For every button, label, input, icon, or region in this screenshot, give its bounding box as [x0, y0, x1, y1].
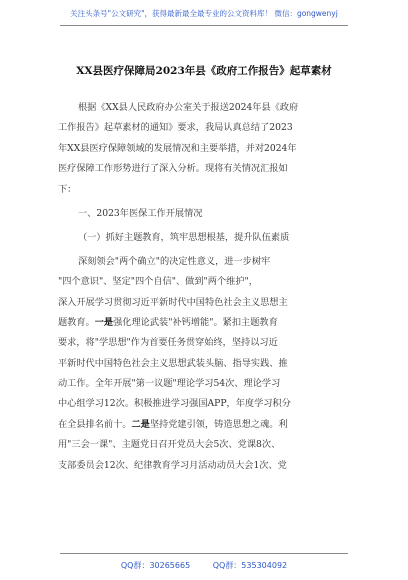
intro-line: 下： — [58, 183, 77, 195]
paragraph-line: 要求，将"学思想"作为首要任务贯穿始终，坚持以习近 — [58, 337, 278, 349]
document-title: XX县医疗保障局2023年县《政府工作报告》起草素材 — [76, 65, 332, 77]
paragraph-line: 深刻领会"两个确立"的决定性意义，进一步树牢 — [78, 255, 271, 267]
paragraph-line: "四个意识"、坚定"四个自信"、做到"两个维护"， — [58, 276, 258, 288]
paragraph-text: 在全县排名前十。 — [58, 418, 132, 430]
paragraph-line: 动工作。全年开展"第一议题"理论学习54次、理论学习 — [58, 378, 281, 390]
bold-marker-second: 二是 — [131, 418, 150, 430]
paragraph-line: 深入开展学习贯彻习近平新时代中国特色社会主义思想主 — [58, 296, 288, 308]
footer-qq-group-1: QQ群：30265665 — [120, 561, 191, 570]
paragraph-line: 平新时代中国特色社会主义思想武装头脑、指导实践、推 — [58, 357, 288, 369]
paragraph-line: 用"三会一课"、主题党日召开党员大会5次、党课8次、 — [58, 439, 281, 451]
footer-divider — [60, 553, 348, 554]
paragraph-line: 支部委员会12次、纪律教育学习月活动动员大会1次、党 — [58, 459, 287, 471]
header-divider — [60, 25, 348, 26]
subsection-heading: （一）抓好主题教育，筑牢思想根基，提升队伍素质 — [78, 232, 290, 244]
paragraph-text: 题教育。 — [58, 316, 95, 328]
footer — [0, 560, 408, 571]
section-heading: 一、2023年医保工作开展情况 — [78, 207, 203, 219]
paragraph-line — [58, 313, 346, 333]
intro-line: 医疗保障工作形势进行了深入分析。现将有关情况汇报如 — [58, 163, 288, 175]
bold-marker-first: 一是 — [94, 316, 114, 328]
paragraph-text: 坚持党建引领，铸造思想之魂。利 — [149, 418, 288, 430]
intro-line: 根据《XX县人民政府办公室关于报送2024年县《政府 — [78, 102, 299, 113]
paragraph-line — [58, 415, 346, 435]
paragraph-text: 强化理论武装"补钙增能"。紧扣主题教育 — [113, 316, 278, 328]
header-banner: 关注头条号"公文研究"，获得最新最全最专业的公文资料库！ 微信：gongwenyj — [70, 9, 338, 18]
footer-qq-group-2: QQ群：535304092 — [212, 561, 288, 570]
paragraph-line: 中心组学习12次。积极推进学习强国APP，年度学习积分 — [58, 398, 291, 410]
intro-line: 年XX县医疗保障领域的发展情况和主要举措，并对2024年 — [58, 142, 297, 154]
document-body — [58, 98, 346, 476]
intro-line: 工作报告》起草素材的通知》要求，我局认真总结了2023 — [58, 122, 293, 134]
